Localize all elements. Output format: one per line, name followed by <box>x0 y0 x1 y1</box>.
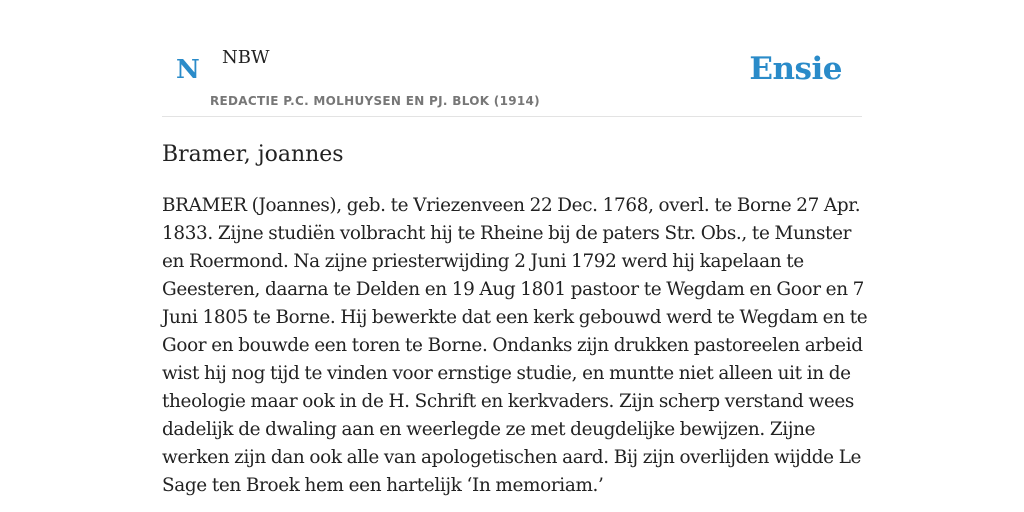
article-header <box>162 0 862 117</box>
source-logo[interactable]: N <box>176 55 200 85</box>
source-editors: REDACTIE P.C. MOLHUYSEN EN PJ. BLOK (1914) <box>210 94 540 108</box>
article-body: BRAMER (Joannes), geb. te Vriezenveen 22 Dec. 1768, overl. te Borne 27 Apr. 1833. Zijne studiën volbracht hij te Rheine bij de paters Str. Obs., te Munster en Roermond. Na zijne priesterwijding 2 Juni 1792 werd hij kapelaan te Geesteren, daarna te Delden en 19 Aug 1801 pastoor te Wegdam en Goor en 7 Juni 1805 te Borne. Hij bewerkte dat een kerk gebouwd werd te Wegdam en te Goor en bouwde een toren te Borne. Ondanks zijn drukken pastoreelen arbeid wist hij nog tijd te vinden voor ernstige studie, en muntte niet alleen uit in de theologie maar ook in de H. Schrift en kerkvaders. Zijn scherp verstand wees dadelijk de dwaling aan en weerlegde ze met deugdelijke bewijzen. Zijne werken zijn dan ook alle van apologetischen aard. Bij zijn overlijden wijdde Le Sage ten Broek hem een hartelijk ‘In memoriam.’ <box>162 195 868 496</box>
ensie-logo[interactable]: Ensie <box>749 51 842 87</box>
article-page <box>162 0 868 512</box>
source-name[interactable]: NBW <box>222 47 270 68</box>
article-title: Bramer, joannes <box>162 142 344 167</box>
